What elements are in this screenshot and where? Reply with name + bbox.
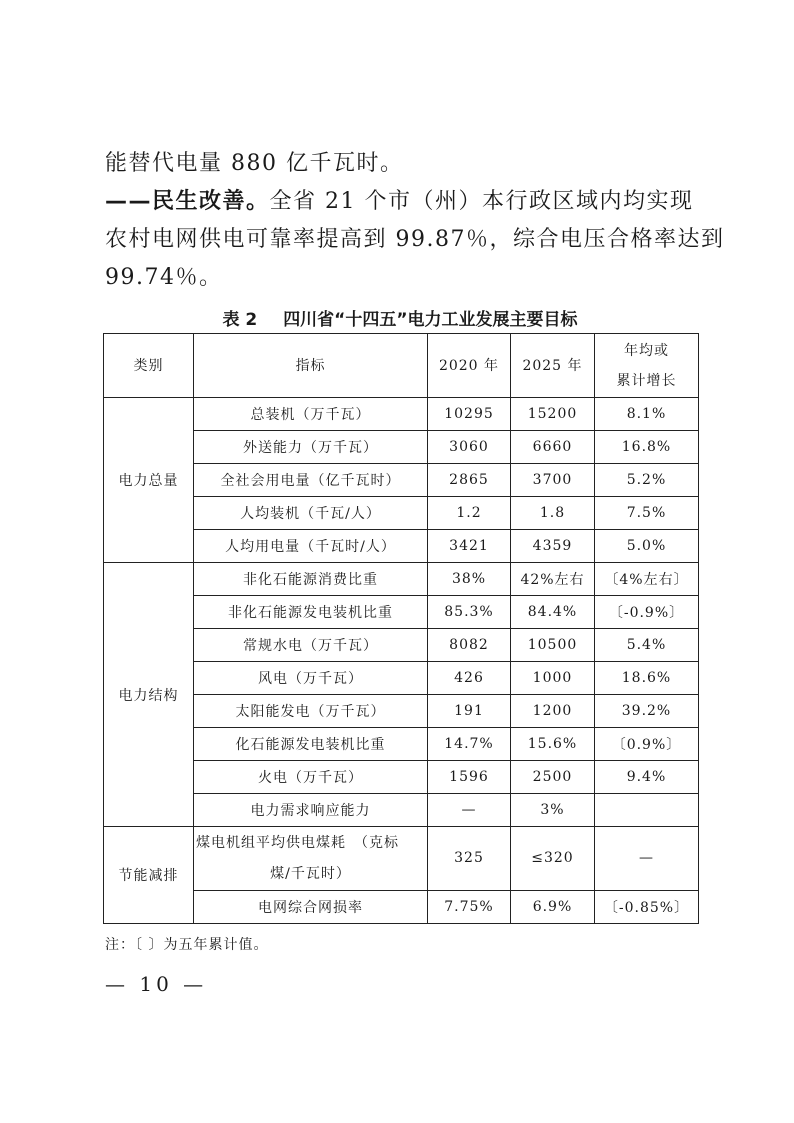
indicator-line2: 煤/千瓦时） xyxy=(270,865,351,882)
indicator-cell xyxy=(194,827,428,891)
value-2020-cell: 191 xyxy=(428,695,511,728)
table-row xyxy=(104,794,699,827)
indicator-cell: 化石能源发电装机比重 xyxy=(194,728,428,761)
section-lead-heading: ——民生改善。 xyxy=(105,189,270,214)
value-2020-cell: 325 xyxy=(428,827,511,891)
value-2025-cell: 84.4% xyxy=(511,596,595,629)
value-2025-cell: 1.8 xyxy=(511,497,595,530)
value-2025-cell: 1200 xyxy=(511,695,595,728)
table-row xyxy=(104,827,699,891)
table-row xyxy=(104,891,699,924)
table-row xyxy=(104,530,699,563)
table-row xyxy=(104,497,699,530)
value-2025-cell: 10500 xyxy=(511,629,595,662)
table-row xyxy=(104,596,699,629)
table-row xyxy=(104,563,699,596)
growth-cell: 〔4%左右〕 xyxy=(595,563,699,596)
category-cell: 节能减排 xyxy=(104,827,194,924)
value-2020-cell: 85.3% xyxy=(428,596,511,629)
growth-cell: — xyxy=(595,827,699,891)
table-row xyxy=(104,662,699,695)
growth-cell: 39.2% xyxy=(595,695,699,728)
table-row xyxy=(104,431,699,464)
value-2020-cell: 426 xyxy=(428,662,511,695)
table-footnote: 注：〔 〕为五年累计值。 xyxy=(105,937,269,953)
value-2020-cell: 8082 xyxy=(428,629,511,662)
growth-cell: 8.1% xyxy=(595,398,699,431)
table-row xyxy=(104,464,699,497)
header-growth-line2: 累计增长 xyxy=(616,372,677,389)
growth-cell: 〔0.9%〕 xyxy=(595,728,699,761)
growth-cell: 5.0% xyxy=(595,530,699,563)
indicator-cell: 非化石能源发电装机比重 xyxy=(194,596,428,629)
category-cell: 电力结构 xyxy=(104,563,194,827)
value-2025-cell: 1000 xyxy=(511,662,595,695)
header-2020: 2020 年 xyxy=(428,334,511,398)
value-2020-cell: 1596 xyxy=(428,761,511,794)
header-growth-line1: 年均或 xyxy=(624,342,669,359)
header-indicator: 指标 xyxy=(194,334,428,398)
body-text: 全省 21 个市（州）本行政区域内均实现 xyxy=(269,189,694,214)
indicator-cell: 太阳能发电（万千瓦） xyxy=(194,695,428,728)
indicator-cell: 外送能力（万千瓦） xyxy=(194,431,428,464)
table-title: 四川省“十四五”电力工业发展主要目标 xyxy=(283,310,578,330)
growth-cell xyxy=(595,794,699,827)
value-2025-cell: 3% xyxy=(511,794,595,827)
value-2025-cell: 15.6% xyxy=(511,728,595,761)
indicator-cell: 总装机（万千瓦） xyxy=(194,398,428,431)
indicator-line1: 煤电机组平均供电煤耗 （克标 xyxy=(196,834,399,851)
indicator-cell: 人均装机（千瓦/人） xyxy=(194,497,428,530)
value-2020-cell: 38% xyxy=(428,563,511,596)
indicator-cell: 常规水电（万千瓦） xyxy=(194,629,428,662)
header-2025: 2025 年 xyxy=(511,334,595,398)
header-growth xyxy=(595,334,699,398)
table-row xyxy=(104,728,699,761)
growth-cell: 5.4% xyxy=(595,629,699,662)
value-2025-cell: 42%左右 xyxy=(511,563,595,596)
value-2020-cell: 14.7% xyxy=(428,728,511,761)
value-2020-cell: 7.75% xyxy=(428,891,511,924)
body-paragraph-line: 农村电网供电可靠率提高到 99.87％，综合电压合格率达到 xyxy=(105,227,725,252)
growth-cell: 7.5% xyxy=(595,497,699,530)
table-number: 表 2 xyxy=(222,310,258,330)
page-number: — 10 — xyxy=(105,972,208,996)
table-row xyxy=(104,695,699,728)
indicator-cell: 人均用电量（千瓦时/人） xyxy=(194,530,428,563)
table-header-row xyxy=(104,334,699,398)
value-2025-cell: 15200 xyxy=(511,398,595,431)
value-2025-cell: 6.9% xyxy=(511,891,595,924)
header-category: 类别 xyxy=(104,334,194,398)
growth-cell: 16.8% xyxy=(595,431,699,464)
table-caption xyxy=(103,308,697,332)
value-2025-cell: 2500 xyxy=(511,761,595,794)
growth-cell: 〔-0.85%〕 xyxy=(595,891,699,924)
value-2020-cell: 3060 xyxy=(428,431,511,464)
value-2020-cell: 2865 xyxy=(428,464,511,497)
value-2020-cell: 3421 xyxy=(428,530,511,563)
table-row xyxy=(104,629,699,662)
body-paragraph-line: 能替代电量 880 亿千瓦时。 xyxy=(105,151,404,176)
body-paragraph-line: 99.74％。 xyxy=(105,265,223,290)
indicator-cell: 火电（万千瓦） xyxy=(194,761,428,794)
growth-cell: 5.2% xyxy=(595,464,699,497)
growth-cell: 〔-0.9%〕 xyxy=(595,596,699,629)
value-2020-cell: 1.2 xyxy=(428,497,511,530)
table-row xyxy=(104,761,699,794)
targets-table xyxy=(103,333,699,924)
value-2020-cell: — xyxy=(428,794,511,827)
value-2020-cell: 10295 xyxy=(428,398,511,431)
indicator-cell: 电力需求响应能力 xyxy=(194,794,428,827)
indicator-cell: 非化石能源消费比重 xyxy=(194,563,428,596)
value-2025-cell: ≤320 xyxy=(511,827,595,891)
table-row xyxy=(104,398,699,431)
growth-cell: 18.6% xyxy=(595,662,699,695)
growth-cell: 9.4% xyxy=(595,761,699,794)
value-2025-cell: 3700 xyxy=(511,464,595,497)
category-cell: 电力总量 xyxy=(104,398,194,563)
value-2025-cell: 4359 xyxy=(511,530,595,563)
body-paragraph-line xyxy=(105,183,695,221)
indicator-cell: 电网综合网损率 xyxy=(194,891,428,924)
indicator-cell: 风电（万千瓦） xyxy=(194,662,428,695)
value-2025-cell: 6660 xyxy=(511,431,595,464)
indicator-cell: 全社会用电量（亿千瓦时） xyxy=(194,464,428,497)
